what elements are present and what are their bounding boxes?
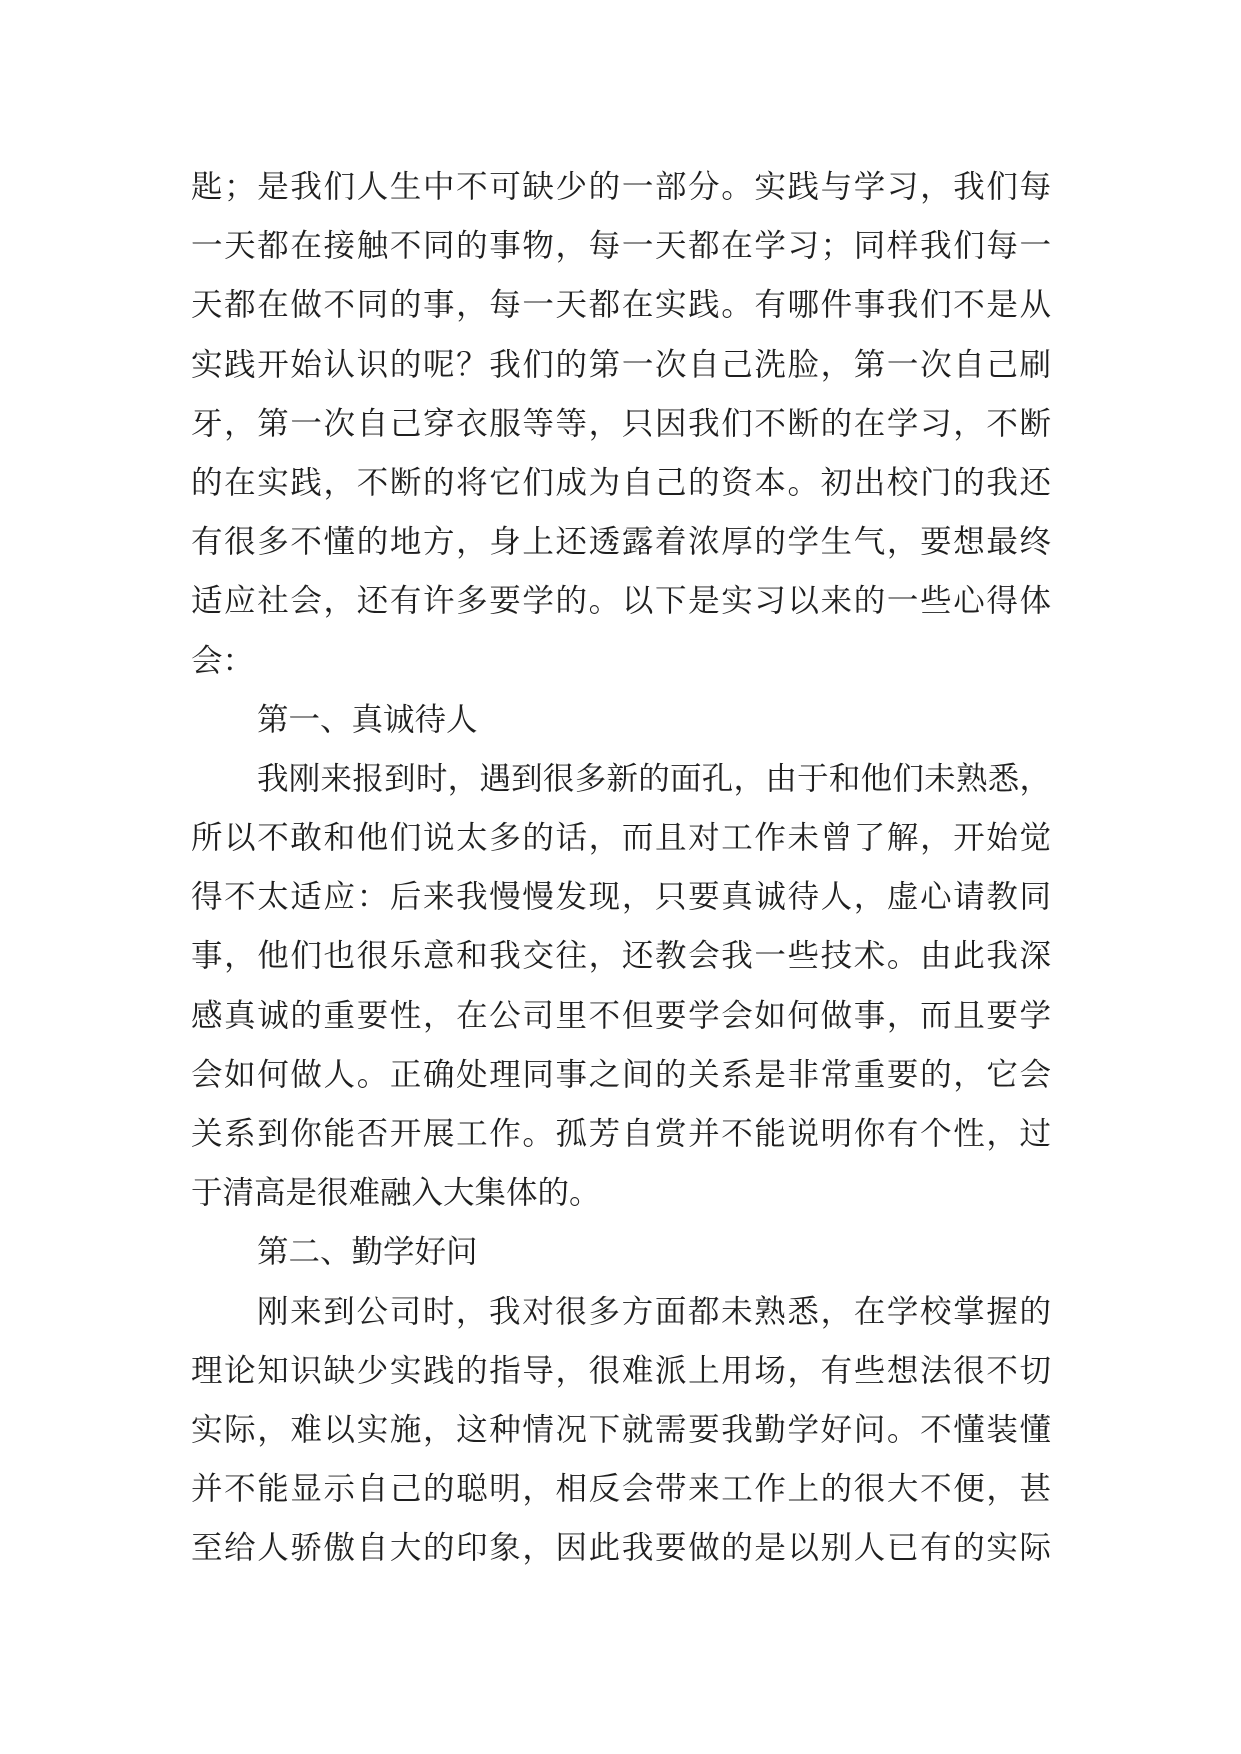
- text-line: 天都在做不同的事，每一天都在实践。有哪件事我们不是从: [191, 287, 1051, 324]
- text-line: 适应社会，还有许多要学的。以下是实习以来的一些心得体: [191, 583, 1051, 620]
- text-line: 一天都在接触不同的事物，每一天都在学习；同样我们每一: [191, 228, 1051, 265]
- text-line: 所以不敢和他们说太多的话，而且对工作未曾了解，开始觉: [191, 820, 1051, 857]
- section-heading: 第二、勤学好问: [257, 1234, 478, 1271]
- text-line: 有很多不懂的地方，身上还透露着浓厚的学生气，要想最终: [191, 524, 1051, 561]
- text-line: 实践开始认识的呢？我们的第一次自己洗脸，第一次自己刷: [191, 346, 1051, 383]
- text-line: 的在实践，不断的将它们成为自己的资本。初出校门的我还: [191, 464, 1051, 501]
- text-line: 实际，难以实施，这种情况下就需要我勤学好问。不懂装懂: [191, 1411, 1051, 1448]
- text-line: 至给人骄傲自大的印象，因此我要做的是以别人已有的实际: [191, 1530, 1051, 1567]
- text-line: 牙，第一次自己穿衣服等等，只因我们不断的在学习，不断: [191, 405, 1051, 442]
- text-line: 得不太适应：后来我慢慢发现，只要真诚待人，虚心请教同: [191, 879, 1051, 916]
- text-line: 并不能显示自己的聪明，相反会带来工作上的很大不便，甚: [191, 1471, 1051, 1508]
- text-line: 会：: [191, 642, 255, 679]
- text-line: 感真诚的重要性，在公司里不但要学会如何做事，而且要学: [191, 997, 1051, 1034]
- text-line: 于清高是很难融入大集体的。: [191, 1175, 601, 1212]
- section-heading: 第一、真诚待人: [257, 701, 478, 738]
- text-line: 我刚来报到时，遇到很多新的面孔，由于和他们未熟悉，: [257, 760, 1051, 797]
- text-line: 刚来到公司时，我对很多方面都未熟悉，在学校掌握的: [257, 1293, 1051, 1330]
- text-line: 匙；是我们人生中不可缺少的一部分。实践与学习，我们每: [191, 169, 1051, 205]
- body-text: [191, 158, 1051, 1579]
- text-line: 理论知识缺少实践的指导，很难派上用场，有些想法很不切: [191, 1352, 1051, 1389]
- text-line: 会如何做人。正确处理同事之间的关系是非常重要的，它会: [191, 1056, 1051, 1093]
- text-line: 关系到你能否开展工作。孤芳自赏并不能说明你有个性，过: [191, 1116, 1051, 1152]
- text-line: 事，他们也很乐意和我交往，还教会我一些技术。由此我深: [191, 938, 1051, 975]
